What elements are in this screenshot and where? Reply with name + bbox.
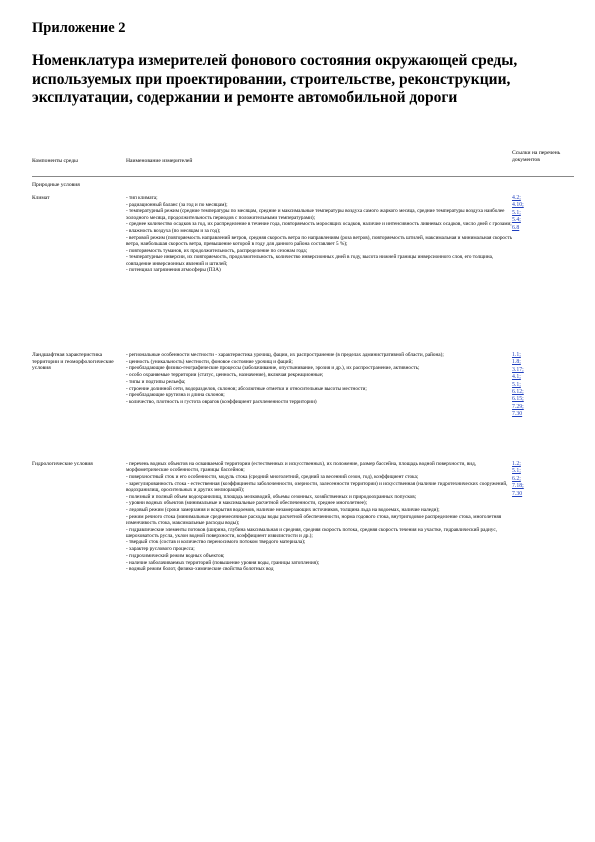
list-item: - потенциал загрязнения атмосферы (ПЗА) (126, 267, 221, 274)
list-item: - гидрохимический режим водных объектов; (126, 552, 225, 559)
list-item: - особо охраняемые территории (статус, ценность, назначение), включая рекреационные; (126, 372, 324, 379)
reference-list (512, 461, 552, 498)
reference-link[interactable]: 5.1; (512, 209, 521, 216)
reference-link[interactable]: 7.30 (512, 411, 523, 418)
reference-link[interactable]: 7.18; (512, 483, 524, 490)
section-label: Климат (32, 195, 50, 201)
list-item: - тип климата; (126, 195, 158, 201)
reference-link[interactable]: 4.2; (512, 195, 521, 201)
reference-link[interactable]: 4.1; (512, 374, 521, 381)
reference-link[interactable]: 6.8 (512, 224, 520, 231)
list-item: - водный режим болот, физико-химические свойства болотных вод (126, 566, 274, 573)
reference-list (512, 352, 552, 419)
indicator-list (126, 195, 518, 274)
document-title: Номенклатура измерителей фонового состояния окружающей среды, используемых при проектировании, строительстве, реконструкции, эксплуатации, содержании и ремонте автомобильной дороги (32, 52, 518, 106)
header-components: Компоненты среды (32, 158, 78, 164)
list-item: - преобладающие крутизна и длина склонов; (126, 392, 225, 399)
list-item: - уровни водных объектов (минимальные и максимальные расчетной обеспеченности, среднее многолетнее); (126, 500, 368, 507)
list-item: - ледовый режим (сроки замерзания и вскрытия водоемов, наличие незамерзающих источников, толщина льда на водоемах, наличие наледи); (126, 506, 440, 513)
reference-link[interactable]: 1.2; (512, 461, 521, 467)
reference-link[interactable]: 4.10; (512, 202, 524, 209)
list-item: - режим речного стока (минимальные среднемесячные расходы воды расчетной обеспеченности, норма годового стока, внутригодовое распределение стока, многолетняя изменчивость стока, максимальные расходы воды); (126, 513, 502, 526)
list-item: - температурный режим (средние температуры по месяцам, средние и максимальные температуры воздуха самого жаркого месяца, средние температуры воздуха наиболее холодного месяца, продолжительность периодов с положительными температурами); (126, 208, 505, 221)
list-item: - типы и подтипы рельефа; (126, 378, 186, 385)
list-item: - ценность (уникальность) местности, фоновое состояние урочищ и фаций; (126, 358, 293, 365)
reference-list (512, 195, 552, 232)
reference-link[interactable]: 7.30 (512, 490, 523, 497)
list-item: - температурные инверсии, их повторяемость, продолжительность, количество инверсионных дней в году, высота нижней границы инверсионного слоя, его толщина, совпадение инверсионных явлений и штилей; (126, 254, 494, 267)
list-item: - влажность воздуха (по месяцам и за год); (126, 228, 221, 235)
reference-link[interactable]: 1.8; (512, 359, 521, 366)
header-rule (32, 176, 574, 177)
list-item: - характер руслового процесса; (126, 546, 195, 553)
reference-link[interactable]: 7.29; (512, 403, 524, 410)
reference-link[interactable]: 5.1; (512, 468, 521, 475)
list-item: - количество, плотность и густота оврагов (коэффициент расчлененности территории) (126, 398, 317, 405)
reference-link[interactable]: 1.1; (512, 352, 521, 358)
list-item: - полезный и полный объем водохранилищ, площадь мелководий, объемы сезонных, хозяйственных и природоохранных попусков; (126, 493, 417, 500)
indicator-list (126, 461, 518, 573)
appendix-title: Приложение 2 (32, 20, 126, 36)
list-item: - радиационный баланс (за год и по месяцам); (126, 201, 228, 208)
list-item: - преобладающие физико-географические процессы (заболачивание, опустынивание, эрозия и др.), их распространение, активность; (126, 365, 420, 372)
list-item: - твердый сток (состав и количество переносимого потоком твердого материала); (126, 539, 306, 546)
header-references: Ссылки на перечень документов (512, 150, 561, 164)
list-item: - региональные особенности местности - характеристика урочищ, фации, их распространение (в пределах административной области, района); (126, 352, 444, 358)
list-item: - строение долинной сети, водоразделов, склонов; абсолютные отметки и относительные высоты местности; (126, 385, 367, 392)
list-item: - повторяемость туманов, их продолжительность, распределение по сезонам года; (126, 247, 308, 254)
reference-link[interactable]: 3.17; (512, 366, 524, 373)
list-item: - перечень водных объектов на осваиваемой территории (естественных и искусственных), их положение, размер бассейна, площадь водной поверхности, вид, морфометрические особенности, границы бассейнов; (126, 461, 477, 474)
reference-link[interactable]: 6.2; (512, 475, 521, 482)
reference-link[interactable]: 6.12; (512, 389, 524, 396)
list-item: - ветровой режим (повторяемость направлений ветров, средняя скорость ветра по направлениям (роза ветров), повторяемость штилей, максимальная и минимальная скорость ветра, наибольшая скорость ветра, превышение которой в году для данного района составляет 5 %); (126, 234, 513, 247)
reference-link[interactable]: 6.15; (512, 396, 524, 403)
section-label: Гидрологические условия (32, 461, 93, 467)
indicator-list (126, 352, 518, 406)
list-item: - зарегулированность стока - естественная (коэффициенты заболоченности, озерности, залесенности территории) и искусственная (наличие гидротехнических сооружений, водохранилищ, оросительных и других мелиораций); (126, 480, 508, 493)
header-indicators: Наименование измерителей (126, 158, 193, 164)
list-item: - поверхностный сток и его особенности, модуль стока (средний многолетний, средний за весенний сезон, год), коэффициент стока; (126, 473, 419, 480)
reference-link[interactable]: 5.1; (512, 381, 521, 388)
list-item: - гидравлические элементы потоков (ширина, глубина максимальная и средняя, средняя скорость потока, средняя скорость течения на участке, гидравлический радиус, шероховатость русла, уклон водной поверхности, коэффициент извилистости и др.); (126, 526, 497, 539)
reference-link[interactable]: 5.4; (512, 217, 521, 224)
section-label: Ландшафтная характеристика территории и геоморфологические условия (32, 352, 114, 371)
list-item: - наличие заболачиваемых территорий (повышение уровня воды, границы затопления); (126, 559, 320, 566)
table-subheader: Природные условия (32, 182, 80, 188)
list-item: - среднее количество осадков за год, их распределение в течение года, повторяемость моросящих осадков, наличие и интенсивность ливневых осадков, число дней с грозами; (126, 221, 512, 228)
